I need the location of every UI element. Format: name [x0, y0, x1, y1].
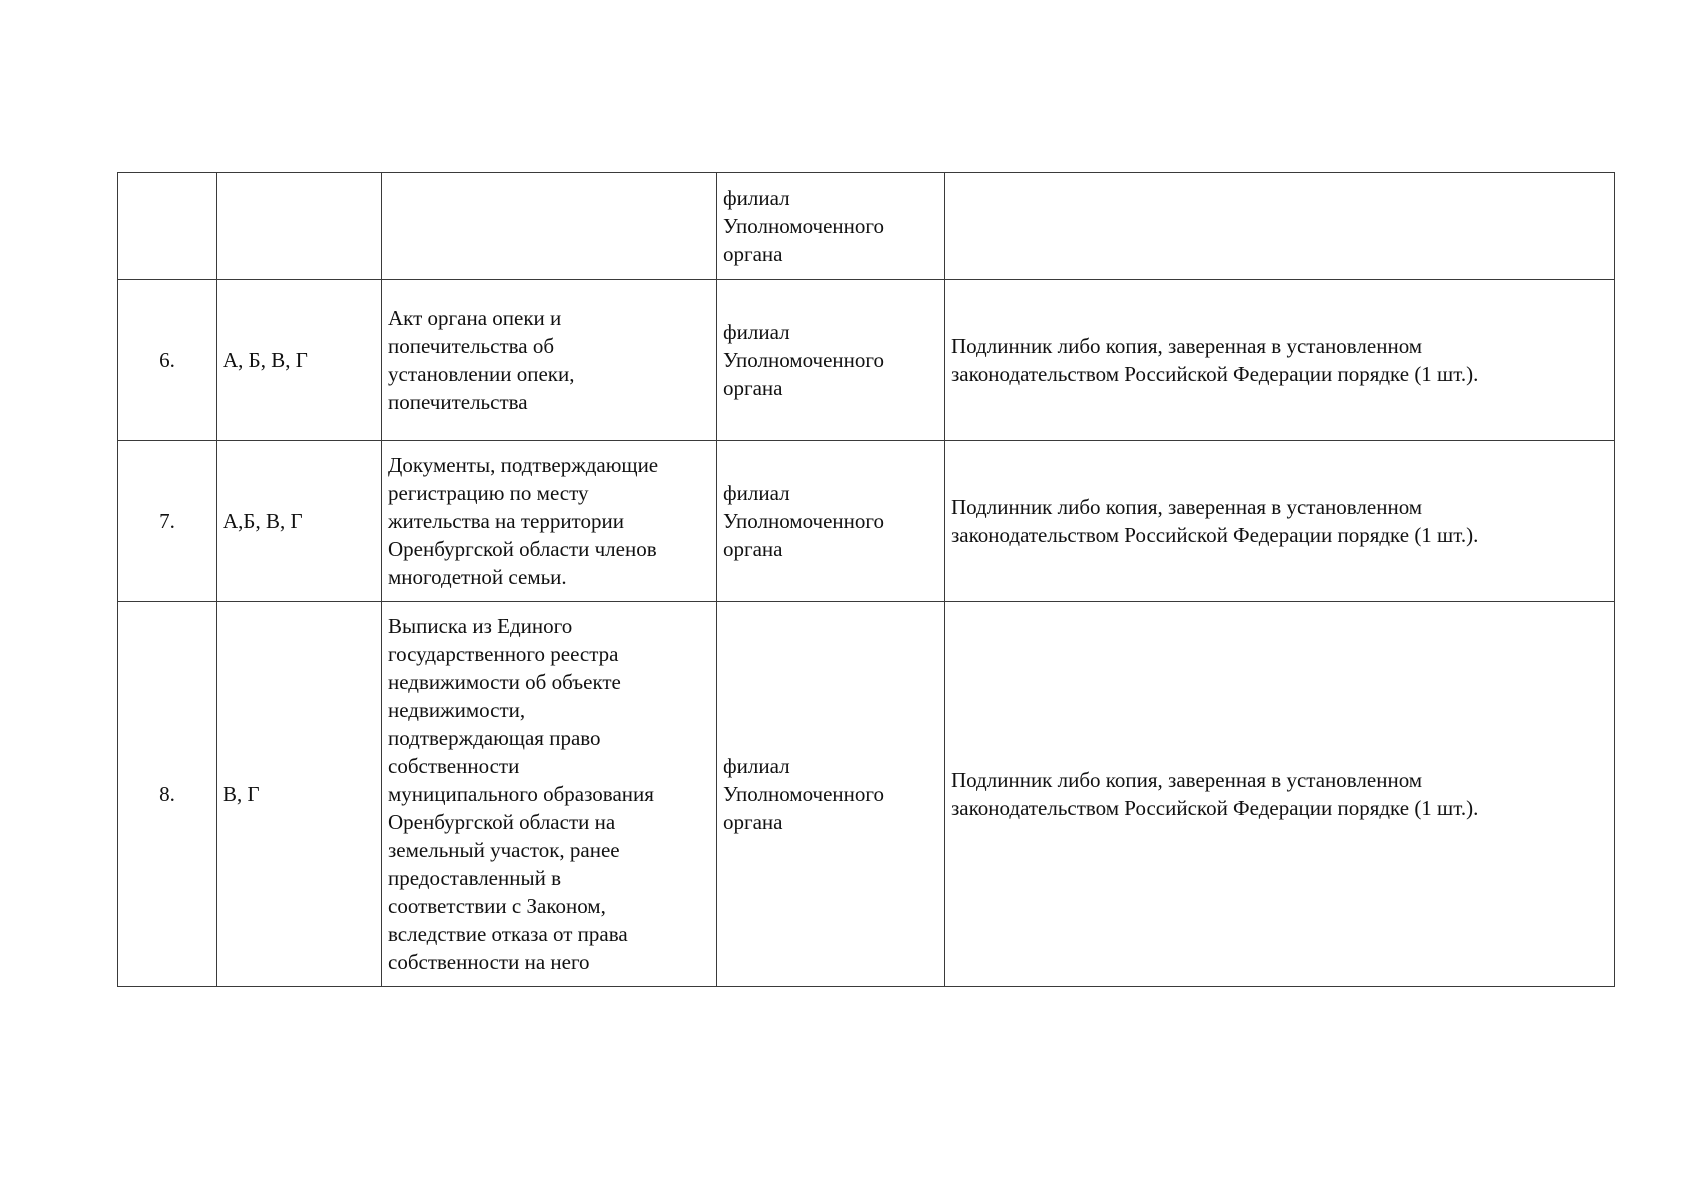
- submitter-cell: филиал Уполномоченного органа: [717, 280, 945, 441]
- row-number-cell: [118, 173, 217, 280]
- table-row-continuation: [118, 173, 1615, 280]
- row-number-cell: 8.: [118, 602, 217, 987]
- requirements-cell: Подлинник либо копия, заверенная в установленном законодательством Российской Федерации порядке (1 шт.).: [945, 441, 1615, 602]
- requirements-cell: Подлинник либо копия, заверенная в установленном законодательством Российской Федерации порядке (1 шт.).: [945, 280, 1615, 441]
- document-cell: Выписка из Единого государственного реестра недвижимости об объекте недвижимости, подтверждающая право собственности муниципального образования Оренбургской области на земельный участок, ранее предоставленный в соответствии с Законом, вследствие отказа от права собственности на него: [382, 602, 717, 987]
- submitter-cell: филиал Уполномоченного органа: [717, 173, 945, 280]
- table-row-6: [118, 280, 1615, 441]
- document-cell: Акт органа опеки и попечительства об установлении опеки, попечительства: [382, 280, 717, 441]
- categories-cell: В, Г: [217, 602, 382, 987]
- categories-cell: [217, 173, 382, 280]
- row-number-cell: 6.: [118, 280, 217, 441]
- categories-cell: А,Б, В, Г: [217, 441, 382, 602]
- requirements-cell: [945, 173, 1615, 280]
- document-cell: [382, 173, 717, 280]
- categories-cell: А, Б, В, Г: [217, 280, 382, 441]
- row-number-cell: 7.: [118, 441, 217, 602]
- submitter-cell: филиал Уполномоченного органа: [717, 602, 945, 987]
- documents-table: [117, 172, 1615, 987]
- submitter-cell: филиал Уполномоченного органа: [717, 441, 945, 602]
- table-row-8: [118, 602, 1615, 987]
- document-cell: Документы, подтверждающие регистрацию по месту жительства на территории Оренбургской области членов многодетной семьи.: [382, 441, 717, 602]
- table-row-7: [118, 441, 1615, 602]
- requirements-cell: Подлинник либо копия, заверенная в установленном законодательством Российской Федерации порядке (1 шт.).: [945, 602, 1615, 987]
